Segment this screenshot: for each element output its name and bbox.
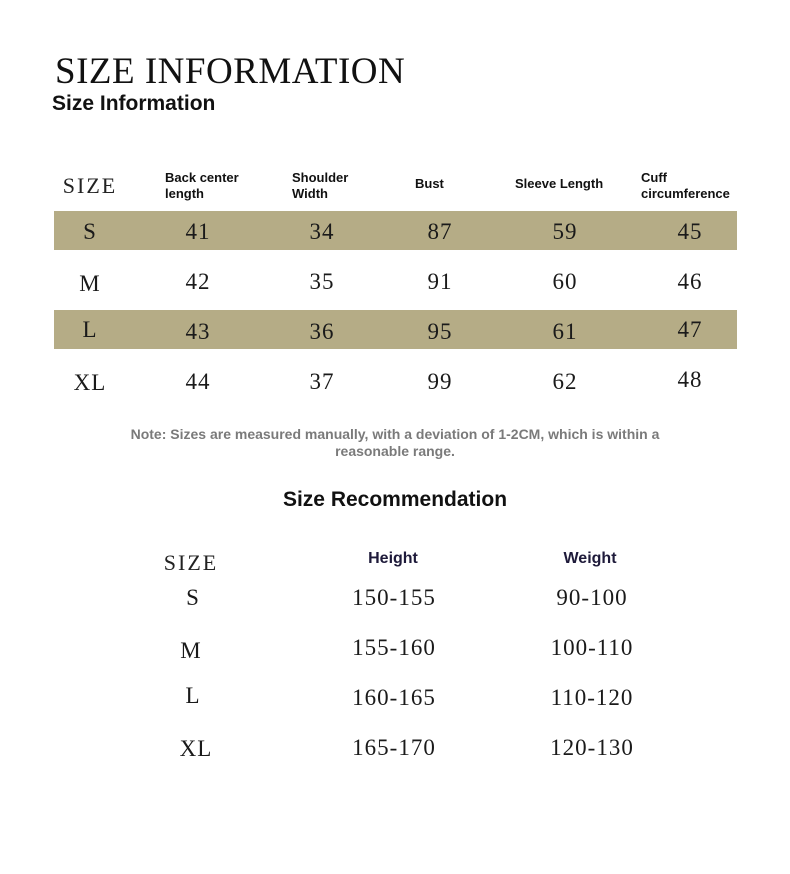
header-line: circumference bbox=[641, 186, 730, 201]
table-cell-size: L bbox=[82, 317, 98, 342]
header-line: Cuff bbox=[641, 170, 667, 185]
page-title: SIZE INFORMATION bbox=[55, 51, 406, 92]
header-back-center-length bbox=[165, 170, 239, 202]
recommendation-title: Size Recommendation bbox=[282, 488, 508, 511]
table-cell-size: M bbox=[79, 271, 101, 296]
header-sleeve-length: Sleeve Length bbox=[515, 176, 604, 191]
rec-cell-height: 165-170 bbox=[352, 735, 436, 760]
table-cell-back: 42 bbox=[185, 269, 211, 294]
table-cell-sleeve: 62 bbox=[552, 369, 578, 394]
table-cell-cuff: 46 bbox=[677, 269, 703, 294]
rec-cell-weight: 110-120 bbox=[550, 685, 634, 710]
rec-cell-height: 150-155 bbox=[352, 585, 436, 610]
table-cell-bust: 95 bbox=[427, 319, 453, 344]
table-cell-bust: 91 bbox=[427, 269, 453, 294]
header-line: Width bbox=[292, 186, 328, 201]
table-cell-shoulder: 35 bbox=[309, 269, 335, 294]
rec-cell-size: S bbox=[186, 585, 200, 610]
header-cuff-circumference bbox=[641, 170, 730, 202]
header-line: length bbox=[165, 186, 204, 201]
table-row-band bbox=[54, 310, 737, 349]
rec-cell-weight: 120-130 bbox=[550, 735, 634, 760]
table-cell-size: XL bbox=[73, 370, 107, 395]
header-bust: Bust bbox=[415, 176, 444, 191]
rec-cell-height: 160-165 bbox=[352, 685, 436, 710]
rec-cell-weight: 100-110 bbox=[550, 635, 634, 660]
table-cell-sleeve: 61 bbox=[552, 319, 578, 344]
header-line: Back center bbox=[165, 170, 239, 185]
table-cell-back: 43 bbox=[185, 319, 211, 344]
header-shoulder-width bbox=[292, 170, 348, 202]
table-cell-shoulder: 37 bbox=[309, 369, 335, 394]
table-cell-sleeve: 60 bbox=[552, 269, 578, 294]
table-cell-back: 41 bbox=[185, 219, 211, 244]
rec-cell-size: M bbox=[180, 638, 202, 663]
table-cell-bust: 99 bbox=[427, 369, 453, 394]
table-cell-back: 44 bbox=[185, 369, 211, 394]
table-cell-cuff: 48 bbox=[677, 367, 703, 392]
rec-header-size: SIZE bbox=[163, 550, 219, 575]
table-cell-bust: 87 bbox=[427, 219, 453, 244]
table-cell-sleeve: 59 bbox=[552, 219, 578, 244]
table-cell-cuff: 47 bbox=[677, 317, 703, 342]
rec-cell-size: XL bbox=[179, 736, 213, 761]
header-line: Shoulder bbox=[292, 170, 349, 185]
table-cell-shoulder: 36 bbox=[309, 319, 335, 344]
page-subtitle: Size Information bbox=[52, 92, 216, 115]
header-size: SIZE bbox=[62, 173, 118, 198]
rec-cell-weight: 90-100 bbox=[556, 585, 628, 610]
rec-header-weight: Weight bbox=[563, 550, 617, 567]
rec-header-height: Height bbox=[368, 550, 418, 567]
measurement-note: Note: Sizes are measured manually, with a deviation of 1-2CM, which is within a reasonable range. bbox=[130, 426, 660, 459]
table-cell-cuff: 45 bbox=[677, 219, 703, 244]
table-row-band bbox=[54, 211, 737, 250]
table-cell-size: S bbox=[83, 219, 97, 244]
rec-cell-size: L bbox=[185, 683, 201, 708]
table-cell-shoulder: 34 bbox=[309, 219, 335, 244]
rec-cell-height: 155-160 bbox=[352, 635, 436, 660]
